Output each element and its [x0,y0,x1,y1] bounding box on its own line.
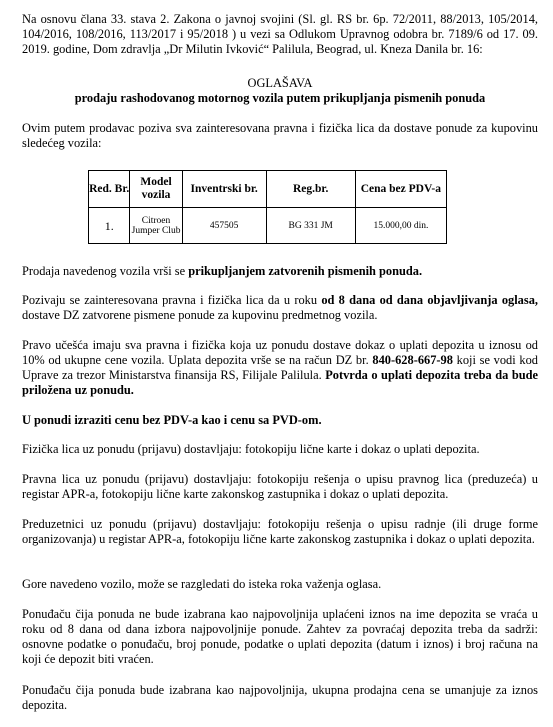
deadline-bold: od 8 dana od dana objavljivanja oglasa, [321,293,538,307]
deadline-text-2: dostave DZ zatvorene pismene ponude za kupovinu predmetnog vozila. [22,308,378,322]
vehicle-table [88,170,447,244]
cell-inventory: 457505 [182,208,266,244]
header-registration: Reg.br. [266,171,355,208]
cell-price: 15.000,00 din. [355,208,446,244]
account-number: 840-628-667-98 [372,353,453,367]
legal-entities-paragraph: Pravna lica uz ponudu (prijavu) dostavljaju: fotokopiju rešenja o upisu pravnog lica (preduzeća) u registar APR-a, fotokopiju lične karte zakonskog zastupnika i dokaz o uplati depozita. [22,472,538,501]
table-row [89,208,447,244]
deposit-text-2: koji se vodi kod Uprave za trezor Ministarstva finansija RS, Filijale Palilula. [22,353,538,382]
deposit-paragraph [22,338,538,398]
invitation-paragraph: Ovim putem prodavac poziva sva zainteresovana pravna i fizička lica da dostave ponude za kupovinu sledećeg vozila: [22,121,538,150]
deposit-proof-note: Potvrda o uplati depozita treba da bude priložena uz ponudu. [22,368,538,397]
document-heading: OGLAŠAVA [247,76,313,90]
document-subheading: prodaju rashodovanog motornog vozila putem prikupljanja pismenih ponuda [74,91,486,105]
sale-method-bold: prikupljanjem zatvorenih pismenih ponuda. [188,264,423,278]
table-header-row [89,171,447,208]
entrepreneurs-paragraph: Preduzetnici uz ponudu (prijavu) dostavljaju: fotokopiju rešenja o upisu radnje (ili druge forme organizovanja) u registar APR-a, fotokopiju lične karte zakonskog zastupnika i dokaz o uplati depozita. [22,517,538,546]
refund-paragraph: Ponuđaču čija ponuda ne bude izabrana kao najpovoljnija uplaćeni iznos na ime depozita se vraća u roku od 8 dana od dana izbora najpovoljnije ponude. Zahtev za povraćaj depozita treba da sadrži: osnovne podatke o ponuđaču, broj ponude, podatke o uplati depozita (datum i iznos) i broj računa na koji će depozit biti vraćen. [22,607,538,666]
header-model: Model vozila [130,171,182,208]
header-red-br: Red. Br. [89,171,130,208]
winner-paragraph: Ponuđaču čija ponuda bude izabrana kao najpovoljnija, ukupna prodajna cena se umanjuje za iznos depozita. [22,683,538,712]
deadline-paragraph [22,293,538,323]
cell-registration: BG 331 JM [266,208,355,244]
cell-row-number: 1. [89,208,130,244]
header-price: Cena bez PDV-a [355,171,446,208]
intro-paragraph: Na osnovu člana 33. stava 2. Zakona o javnoj svojini (Sl. gl. RS br. 6p. 72/2011, 88/2013, 105/2014, 104/2016, 108/2016, 113/2017 i 95/2018 ) u vezi sa Odlukom Upravnog odobra br. 7189/6 od 17. 09. 2019. godine, Dom zdravlja „Dr Milutin Ivković“ Palilula, Beograd, ul. Kneza Danila br. 16: [22,12,538,56]
sale-method-text: Prodaja navedenog vozila vrši se [22,264,189,278]
price-instruction: U ponudi izraziti cenu bez PDV-a kao i cenu sa PVD-om. [22,413,322,427]
deposit-text-1: Pravo učešća imaju sva pravna i fizička koja uz ponudu dostave dokaz o uplati depozita u iznosu od 10% od ukupne cene vozila. Uplata depozita vrše se na račun DZ br. [22,338,538,367]
inspection-paragraph: Gore navedeno vozilo, može se razgledati do isteka roka važenja oglasa. [22,577,382,591]
sale-method-paragraph [22,264,538,279]
deadline-text-1: Pozivaju se zainteresovana pravna i fizička lica da u roku [22,293,322,307]
natural-persons-paragraph: Fizička lica uz ponudu (prijavu) dostavljaju: fotokopiju lične karte i dokaz o uplati depozita. [22,442,480,456]
cell-model: Citroen Jumper Club [130,208,182,244]
header-inventory: Inventrski br. [182,171,266,208]
